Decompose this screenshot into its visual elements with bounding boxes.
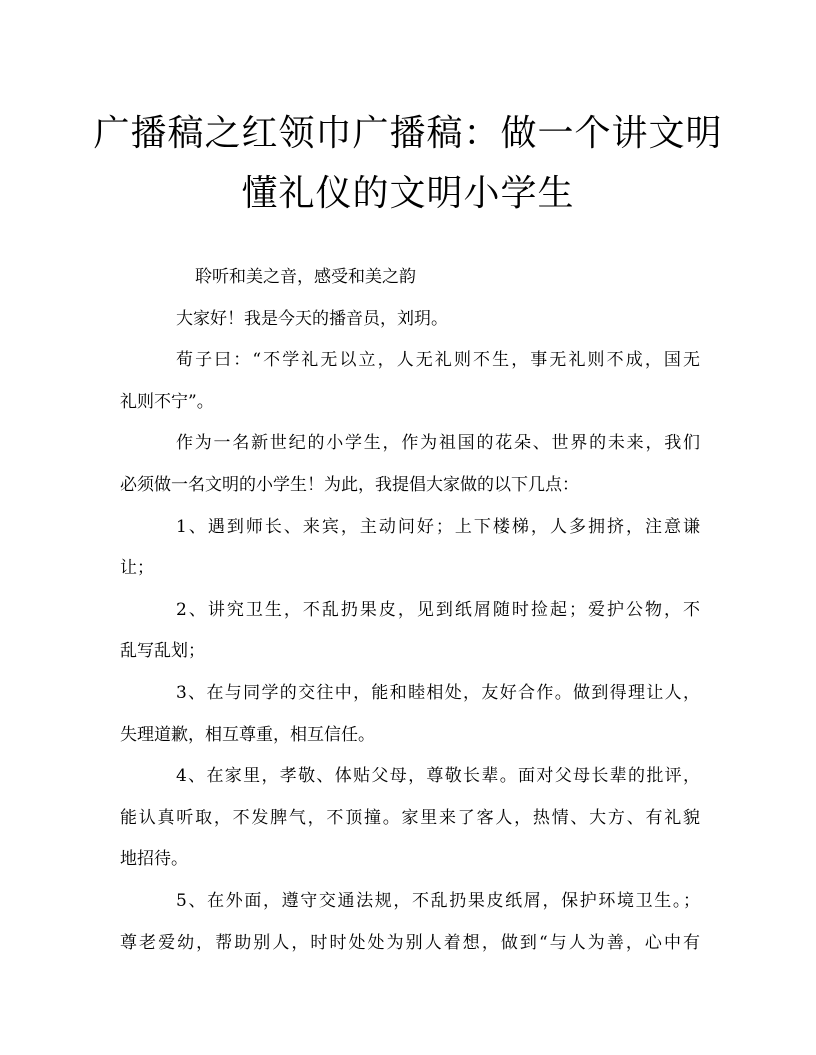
paragraph-line: 必须做一名文明的小学生！为此，我提倡大家做的以下几点： <box>120 474 579 495</box>
paragraph-line: 礼则不宁”。 <box>120 391 214 412</box>
list-item-line: 1、遇到师长、来宾，主动问好；上下楼梯，人多拥挤，注意谦 <box>176 516 700 537</box>
subtitle-line: 聆听和美之音，感受和美之韵 <box>195 267 416 287</box>
list-item-line: 乱写乱划； <box>120 641 205 662</box>
document-body <box>120 257 700 964</box>
document-title-line-2: 懂礼仪的文明小学生 <box>241 173 575 214</box>
paragraph-line: 荀子曰：“不学礼无以立，人无礼则不生，事无礼则不成，国无 <box>176 350 700 371</box>
list-item-line: 4、在家里，孝敬、体贴父母，尊敬长辈。面对父母长辈的批评， <box>176 766 700 787</box>
document-title-line-1: 广播稿之红领巾广播稿：做一个讲文明 <box>93 113 723 154</box>
list-item-line: 2、讲究卫生，不乱扔果皮，见到纸屑随时捡起；爱护公物，不 <box>176 599 700 620</box>
list-item-line: 能认真听取，不发脾气，不顶撞。家里来了客人，热情、大方、有礼貌 <box>120 807 700 828</box>
greeting-line: 大家好！我是今天的播音员，刘玥。 <box>176 308 448 329</box>
list-item-line: 让； <box>120 558 154 579</box>
paragraph-line: 作为一名新世纪的小学生，作为祖国的花朵、世界的未来，我们 <box>176 433 700 454</box>
list-item-line: 5、在外面，遵守交通法规，不乱扔果皮纸屑，保护环境卫生。； <box>176 890 700 911</box>
list-item-line: 失理道歉，相互尊重，相互信任。 <box>120 724 375 745</box>
list-item-line: 地招待。 <box>120 849 188 870</box>
list-item-line: 3、在与同学的交往中，能和睦相处，友好合作。做到得理让人， <box>176 682 700 703</box>
list-item-line: 尊老爱幼，帮助别人，时时处处为别人着想，做到“与人为善，心中有 <box>120 932 700 953</box>
